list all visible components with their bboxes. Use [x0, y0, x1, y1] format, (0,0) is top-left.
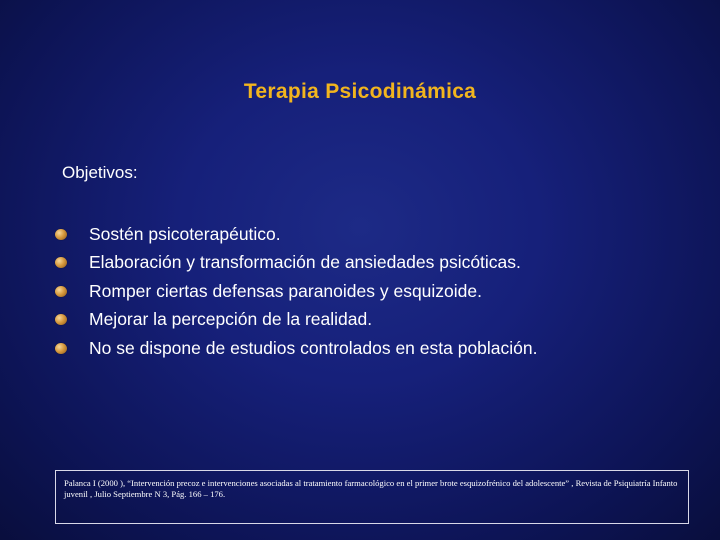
citation-text: Palanca I (2000 ), “Intervención precoz e intervenciones asociadas al tratamiento farmacológico en el primer brote esquizofrénico del adolescente” , Revista de Psiquiatría Infanto juvenil , Julio Septiembre N 3, Pág. 166 – 176.	[64, 478, 678, 499]
bullet-text: Mejorar la percepción de la realidad.	[89, 309, 373, 330]
objectives-list	[55, 220, 538, 363]
bullet-icon	[55, 229, 67, 240]
bullet-text: No se dispone de estudios controlados en esta población.	[89, 337, 538, 358]
bullet-icon	[55, 314, 67, 325]
citation-box	[55, 470, 689, 524]
bullet-icon	[55, 257, 67, 268]
bullet-text: Elaboración y transformación de ansiedades psicóticas.	[89, 252, 521, 273]
list-item	[55, 334, 538, 363]
bullet-icon	[55, 343, 67, 354]
bullet-text: Romper ciertas defensas paranoides y esquizoide.	[89, 280, 482, 301]
objectives-heading: Objetivos:	[62, 163, 138, 182]
list-item	[55, 277, 538, 306]
list-item	[55, 306, 538, 335]
list-item	[55, 220, 538, 249]
list-item	[55, 249, 538, 278]
slide-title: Terapia Psicodinámica	[243, 80, 477, 103]
bullet-icon	[55, 286, 67, 297]
bullet-text: Sostén psicoterapéutico.	[89, 223, 281, 244]
